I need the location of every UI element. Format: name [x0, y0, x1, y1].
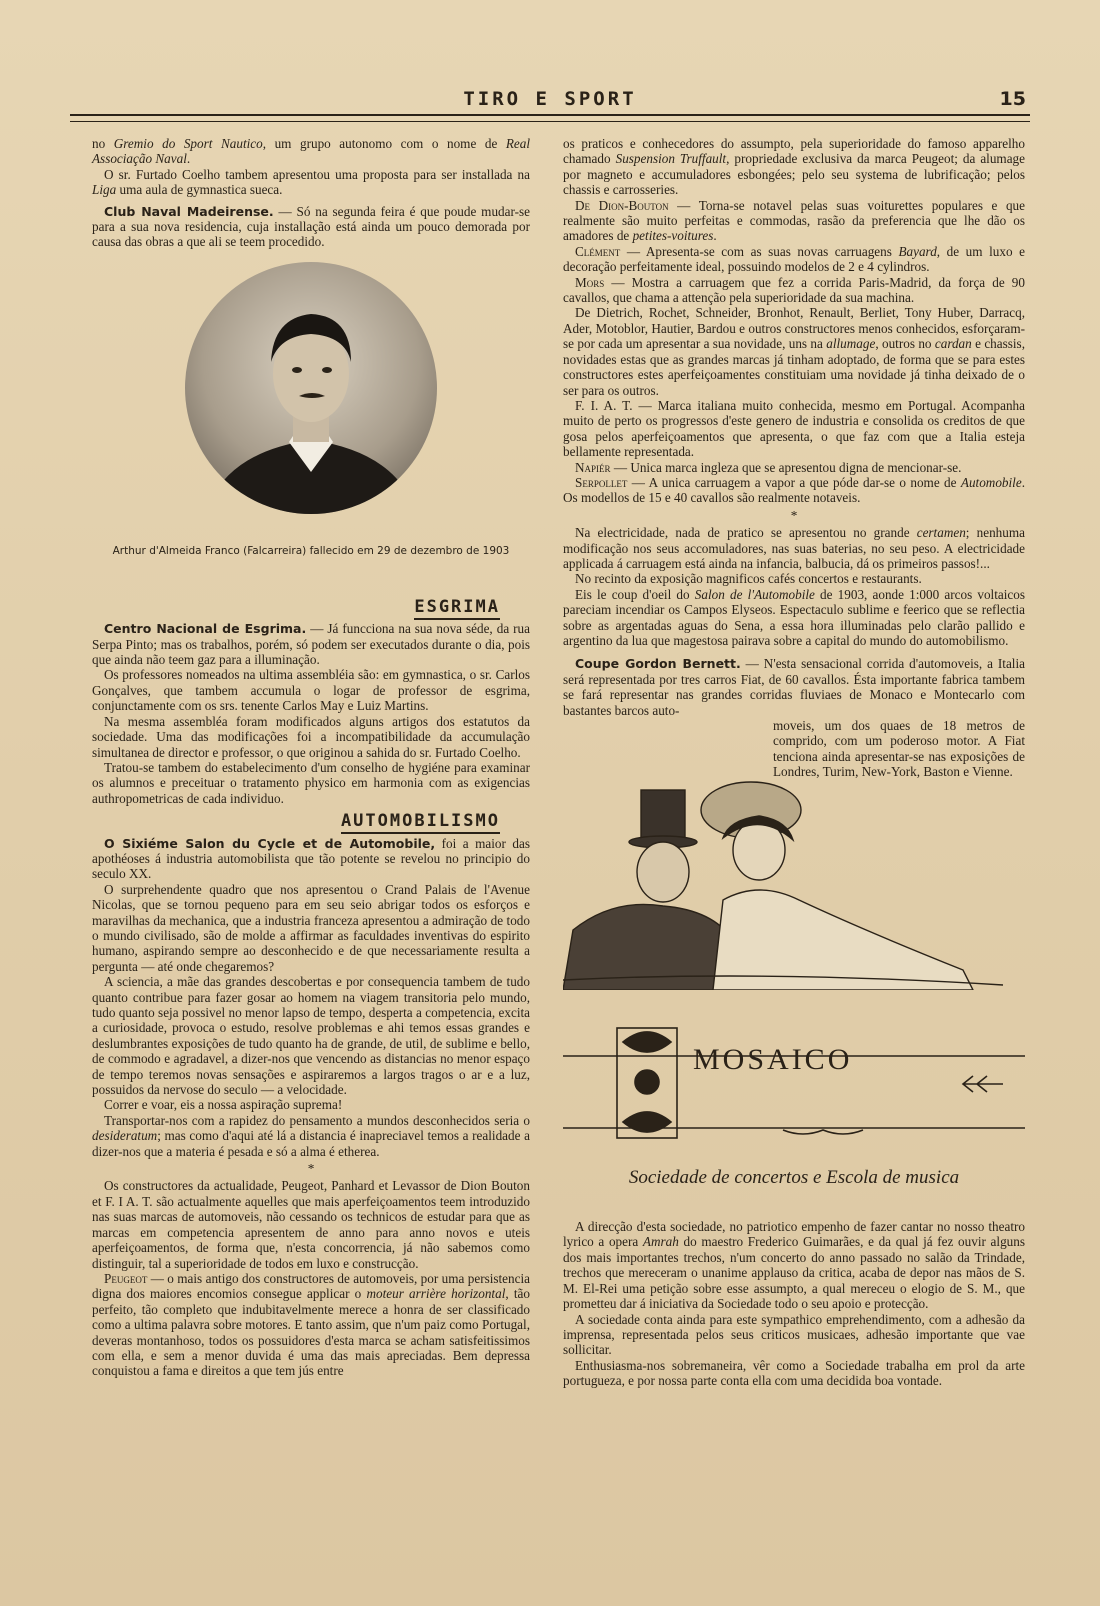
- header-rule: [70, 114, 1030, 122]
- paragraph: Correr e voar, eis a nossa aspiração suprema!: [104, 1097, 343, 1113]
- paragraph: Na electricidade, nada de pratico se apresentou no grande certamen; nenhuma modificação nos seus accomuladores, nas suas baterias, no seu peso. A electricidade applicada á carruagem está ainda na infancia, balbucia, dá os primeiros passos!...: [563, 525, 1025, 571]
- mosaico-banner: [563, 1012, 1025, 1162]
- paragraph: De Dion-Bouton — Torna-se notavel pelas suas voiturettes populares e que realmente são muito perfeitas e commodas, rasão da preferencia que lhe dão os amadores de petites-voitures.: [563, 197, 1025, 244]
- automobilismo-heading: AUTOMOBILISMO: [92, 814, 500, 829]
- page-number: 15: [999, 88, 1026, 110]
- paragraph: Os professores nomeados na ultima assembléia são: em gymnastica, o sr. Carlos Gonçalves, que tambem accumula o logar de professor de esgrima, conjunctamente com os srs. tenente Carlos May e Luiz Martins.: [92, 667, 530, 714]
- paragraph: A direcção d'esta sociedade, no patriotico empenho de fazer cantar no nosso theatro lyrico a opera Amrah do maestro Frederico Guimarães, e da qual já fez ouvir alguns dos mais importantes trechos, n'um concerto do anno passado no salão da Trindade, trechos que mereceram o unanime applauso da critica, acaba de depor nas mãos de S. M. El-Rei uma petição sobre esse assumpto, a qual mereceu o elogio de S. M., que prometteu dar á iniciativa da Sociedade todo o seu apoio e protecção.: [563, 1219, 1025, 1312]
- paragraph: F. I. A. T. — Marca italiana muito conhecida, mesmo em Portugal. Acompanha muito de perto os progressos d'este genero de industria e consolida os creditos de que gosa pelos aperfeiçoamentos que apresenta, o que faz com que a Italia esteja bellamente representada.: [563, 397, 1025, 460]
- ornament-frame-icon: [563, 1012, 1025, 1162]
- paragraph: no Gremio do Sport Nautico, um grupo autonomo com o nome de Real Associação Naval.: [92, 136, 531, 167]
- paragraph: Transportar-nos com a rapidez do pensamento a mundos desconhecidos seria o desideratum; mas como d'aqui até lá a distancia é inapreciavel temos a realidade a dizer-nos que a materia é pesada e só a alma é etherea.: [92, 1112, 530, 1159]
- centro-nacional-heading: Centro Nacional de Esgrima.: [104, 621, 307, 637]
- esgrima-heading: ESGRIMA: [92, 600, 500, 615]
- paragraph: O Sixiéme Salon du Cycle et de Automobile, foi a maior das apothéoses á industria automobilista que tão potente se revelou no principio do seculo XX.: [92, 835, 531, 882]
- gordon-bennett-heading: Coupe Gordon Bernett.: [575, 656, 741, 672]
- paragraph: A sociedade conta ainda para este sympathico emprehendimento, com a adhesão da imprensa, representada pelos seus criticos musicaes, adhesão importante que vae sollicitar.: [563, 1311, 1025, 1358]
- paragraph: os praticos e conhecedores do assumpto, pela superioridade do famoso apparelho chamado Suspension Truffault, propriedade exclusiva da marca Peugeot; da alumage por magneto e accumuladores esbongées; pelo seu systema de lubrificação; pelos chassis e carrosseries.: [563, 136, 1025, 198]
- right-column: [563, 136, 1025, 1389]
- paragraph: A sciencia, a mãe das grandes descobertas e por consequencia tambem de tudo quanto contribue para fazer gosar ao homem na viagem transitoria pelo mundo, tudo quanto seja possivel no menor lapso de tempo, desperta a competencia, excita a curiosidade, provoca o estudo, resolve problemas e ahi temos essas grandes e deslumbrantes exposições de tudo quanto ha de grande, de util, de sublime e bello, de commodo e agradavel, a dizer-nos que vencendo as distancias no menor espaço de tempo teremos novas sensações e aspiraremos a largos tragos o ar e a luz, possuidos da nervose do seculo — a velocidade.: [92, 974, 530, 1098]
- paragraph: Enthusiasma-nos sobremaneira, vêr como a Sociedade trabalha em prol da arte portugueza, e por nossa parte conta ella com uma decidida boa vontade.: [563, 1357, 1025, 1389]
- section-star: *: [307, 1161, 315, 1177]
- mosaico-title: MOSAICO: [693, 1042, 853, 1076]
- wrapped-paragraph: moveis, um dos quaes de 18 metros de comprido, com um poderoso motor. A Fiat tenciona ainda apresentar-se nas exposições de Londres, Turim, New-York, Baston e Vienne.: [773, 718, 1025, 780]
- paragraph: De Dietrich, Rochet, Schneider, Bronhot, Renault, Berliet, Tony Huber, Darracq, Ader, Motoblor, Hautier, Bardou e outros constructores menos conhecidos, esforçaram-se por cada um apresentar a sua novidade, uns na allumage, outros no cardan e chassis, novidades estas que as grandes marcas já tinham adoptado, de forma que se para estes constructores estes aperfeiçoamentes constituiam uma novidade já tinha deixado de o ser para os outros.: [563, 305, 1025, 398]
- paragraph: No recinto da exposição magnificos cafés concertos e restaurants.: [575, 571, 922, 587]
- paragraph: Clément — Apresenta-se com as suas novas carruagens Bayard, de um luxo e decoração perfeitamente ideal, possuindo modelos de 2 e 4 cylindros.: [563, 243, 1025, 275]
- paragraph: Eis le coup d'oeil do Salon de l'Automobile de 1903, aonde 1:000 arcos voltaicos pareciam incendiar os Campos Elyseos. Espectaculo sublime e feerico que se reflectia sobre as argentadas aguas do Sena, a essa hora illuminadas pelo clarão pallido e argentino da lua que magestosa pairava sobre a capital do mundo do automobilismo.: [563, 586, 1025, 648]
- left-column: [92, 136, 530, 1379]
- paragraph: Peugeot — o mais antigo dos constructores de automoveis, por uma persistencia digna dos maiores encomios consegue applicar o moteur arrière horizontal, tão perfeito, tão completo que indubitavelmente merece a honra de ser classificado como a ultima palavra sobre motores. E tanto assim, que n'um paiz como Portugal, deveras montanhoso, todos os possuidores d'esta marca se acham satisfeitissimos com ella, e sem a menor duvida é uma das mais apreciadas. Bem depressa conquistou a fama e direitos a que tem jús entre: [92, 1270, 530, 1379]
- paragraph: Club Naval Madeirense. — Só na segunda feira é que poude mudar-se para a sua nova residencia, cuja installação está ainda um pouco demorada por causa das obras a que ali se teem procedido.: [92, 203, 530, 250]
- mosaico-subtitle: Sociedade de concertos e Escola de musica: [628, 1166, 960, 1188]
- publication-title: TIRO E SPORT: [463, 88, 637, 110]
- paragraph: Tratou-se tambem do estabelecimento d'um conselho de hygiéne para examinar os alumnos e preceituar o tratamento physico em harmonia com as exigencias authropometricas de cada individuo.: [92, 759, 530, 806]
- portrait-photo: [185, 262, 437, 514]
- page-header: [70, 88, 1030, 112]
- paragraph: Serpollet — A unica carruagem a vapor a que póde dar-se o nome de Automobile. Os modellos de 15 e 40 cavallos são realmente notaveis.: [563, 474, 1025, 506]
- paragraph: O surprehendente quadro que nos apresentou o Crand Palais de l'Avenue Nicolas, que se tornou pequeno para em seu seio abrigar todos os esforços e maravilhas da mechanica, que a industria franceza apresentou a admiração de todo o mundo civilisado, são de molde a affirmar as faculdades inventivas do espirito humano, aspirando sempre ao desconhecido e de que necessariamente resulta a pergunta — até onde chegaremos?: [92, 881, 530, 974]
- paragraph: Os constructores da actualidade, Peugeot, Panhard et Levassor de Dion Bouton et F. I A. T. são actualmente aquelles que mais aperfeiçoamentos teem introduzido nas suas marcas de automoveis, não cessando os technicos de estudar para que as marcas em competencia apresentem de anno para anno novos e uteis aperfeiçoamentos, de forma que, n'esta concorrencia, já não sabemos como distinguir, tal a superioridade de todos em luxo e construcção.: [92, 1178, 530, 1271]
- paragraph: Centro Nacional de Esgrima. — Já funcciona na sua nova séde, da rua Serpa Pinto; mas os trabalhos, porém, só podem ser executados durante o dia, pois que ainda não teem gaz para a illuminação.: [92, 621, 531, 668]
- paragraph: Coupe Gordon Bernett. — N'esta sensacional corrida d'automoveis, a Italia será representada por tres carros Fiat, de 60 cavallos. Ésta importante fabrica tambem se fará representar nas grandes corridas fluviaes de Monaco e Montecarlo com bastantes barcos auto-: [563, 656, 1025, 718]
- man-portrait-icon: [185, 262, 437, 514]
- club-naval-heading: Club Naval Madeirense.: [104, 203, 274, 219]
- paragraph: Na mesma assembléa foram modificados alguns artigos dos estatutos da sociedade. Uma das modificações foi a incompatibilidade da accumulação simultanea de director e professor, o que originou a sahida do sr. Furtado Coelho.: [92, 713, 530, 760]
- portrait-figure: [92, 262, 530, 592]
- paragraph: O sr. Furtado Coelho tambem apresentou uma proposta para ser installada na Liga uma aula de gymnastica sueca.: [92, 166, 530, 198]
- salon-heading: O Sixiéme Salon du Cycle et de Automobile,: [104, 835, 436, 851]
- couple-illustration-icon: [563, 780, 1025, 990]
- paragraph: Napiér — Unica marca ingleza que se apresentou digna de mencionar-se.: [575, 459, 962, 475]
- portrait-caption: Arthur d'Almeida Franco (Falcarreira) fallecido em 29 de dezembro de 1903: [112, 544, 510, 557]
- paragraph: Mors — Mostra a carruagem que fez a corrida Paris-Madrid, da força de 90 cavallos, que chama a attenção pela superioridade da sua machina.: [563, 274, 1025, 306]
- section-star: *: [790, 507, 798, 523]
- couple-illustration: [563, 780, 1025, 990]
